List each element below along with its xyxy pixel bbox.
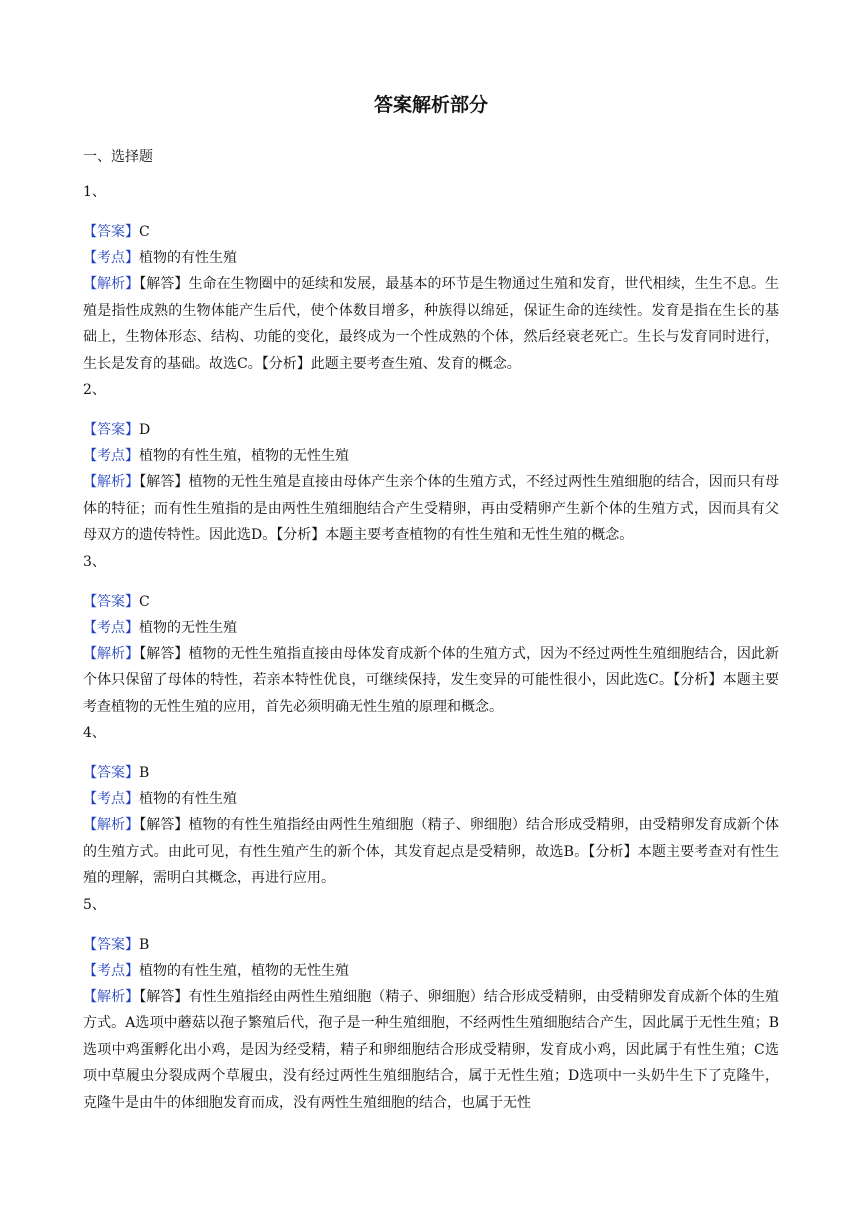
question-block-2 [83, 379, 779, 549]
point-label: 【考点】 [83, 791, 139, 807]
point-line [83, 615, 779, 641]
point-value: 植物的有性生殖 [139, 250, 237, 266]
analysis-label: 【解析】 [83, 276, 140, 292]
point-line [83, 443, 779, 469]
analysis-label: 【解析】 [83, 988, 140, 1005]
answer-label: 【答案】 [83, 224, 139, 240]
answer-label: 【答案】 [83, 593, 139, 610]
section-heading: 一、选择题 [83, 149, 153, 165]
analysis-label: 【解析】 [83, 817, 140, 833]
question-block-1 [83, 181, 779, 377]
analysis-paragraph [83, 812, 779, 892]
analysis-text: 【解答】植物的有性生殖指经由两性生殖细胞（精子、卵细胞）结合形成受精卵，由受精卵发育成新个体的生殖方式。由此可见，有性生殖产生的新个体，其发育起点是受精卵，故选B。【分析】本题主要考查对有性生殖的理解，需明白其概念，再进行应用。 [83, 817, 780, 886]
answer-value: D [139, 422, 151, 438]
answer-label: 【答案】 [83, 936, 139, 953]
point-value: 植物的有性生殖，植物的无性生殖 [139, 448, 349, 464]
answer-value: B [139, 936, 150, 953]
answer-label: 【答案】 [83, 765, 139, 781]
analysis-text: 【解答】植物的无性生殖指直接由母体发育成新个体的生殖方式，因为不经过两性生殖细胞结合，因此新个体只保留了母体的特性，若亲本特性优良，可继续保持，发生变异的可能性很小，因此选C。【分析】本题主要考查植物的无性生殖的应用，首先必须明确无性生殖的原理和概念。 [83, 645, 780, 715]
point-label: 【考点】 [83, 962, 139, 979]
question-block-4 [83, 722, 779, 892]
analysis-label: 【解析】 [83, 474, 140, 490]
question-number: 4、 [83, 725, 106, 741]
answer-label: 【答案】 [83, 422, 139, 438]
analysis-text: 【解答】生命在生物圈中的延续和发展，最基本的环节是生物通过生殖和发育，世代相续，生生不息。生殖是指性成熟的生物体能产生后代，使个体数目增多，种族得以绵延，保证生命的连续性。发育是指在生长的基础上，生物体形态、结构、功能的变化，最终成为一个性成熟的个体，然后经衰老死亡。生长与发育同时进行，生长是发育的基础。故选C。【分析】此题主要考查生殖、发育的概念。 [83, 276, 780, 372]
answer-line [83, 417, 779, 443]
answer-line [83, 760, 779, 786]
point-label: 【考点】 [83, 619, 139, 636]
question-number: 2、 [83, 382, 106, 398]
analysis-text: 【解答】有性生殖指经由两性生殖细胞（精子、卵细胞）结合形成受精卵，由受精卵发育成新个体的生殖方式。A选项中蘑菇以孢子繁殖后代，孢子是一种生殖细胞，不经两性生殖细胞结合产生，因此属于无性生殖；B选项中鸡蛋孵化出小鸡，是因为经受精，精子和卵细胞结合形成受精卵，发育成小鸡，因此属于有性生殖；C选项中草履虫分裂成两个草履虫，没有经过两性生殖细胞结合，属于无性生殖；D选项中一头奶牛生下了克隆牛，克隆牛是由牛的体细胞发育而成，没有两性生殖细胞的结合，也属于无性 [83, 988, 780, 1111]
point-value: 植物的有性生殖，植物的无性生殖 [139, 962, 349, 979]
question-block-5 [83, 894, 779, 1117]
analysis-paragraph [83, 641, 779, 721]
document-page [83, 90, 779, 1118]
analysis-text: 【解答】植物的无性生殖是直接由母体产生亲个体的生殖方式，不经过两性生殖细胞的结合，因而只有母体的特征；而有性生殖指的是由两性生殖细胞结合产生受精卵，再由受精卵产生新个体的生殖方式，因而具有父母双方的遗传特性。因此选D。【分析】本题主要考查植物的有性生殖和无性生殖的概念。 [83, 474, 780, 543]
answer-value: B [139, 765, 150, 781]
page-title: 答案解析部分 [373, 94, 488, 116]
point-label: 【考点】 [83, 448, 139, 464]
question-number: 1、 [83, 184, 106, 200]
point-line [83, 958, 779, 984]
answer-value: C [139, 224, 150, 240]
point-value: 植物的有性生殖 [139, 791, 237, 807]
answer-value: C [139, 593, 150, 610]
answer-line [83, 219, 779, 245]
question-block-3 [83, 551, 779, 721]
answer-line [83, 589, 779, 615]
analysis-label: 【解析】 [83, 645, 140, 662]
point-line [83, 786, 779, 812]
analysis-paragraph [83, 271, 779, 377]
analysis-paragraph [83, 469, 779, 549]
point-line [83, 245, 779, 271]
point-label: 【考点】 [83, 250, 139, 266]
question-number: 3、 [83, 553, 106, 570]
question-number: 5、 [83, 896, 106, 913]
analysis-paragraph [83, 984, 779, 1117]
point-value: 植物的无性生殖 [139, 619, 237, 636]
answer-line [83, 932, 779, 958]
